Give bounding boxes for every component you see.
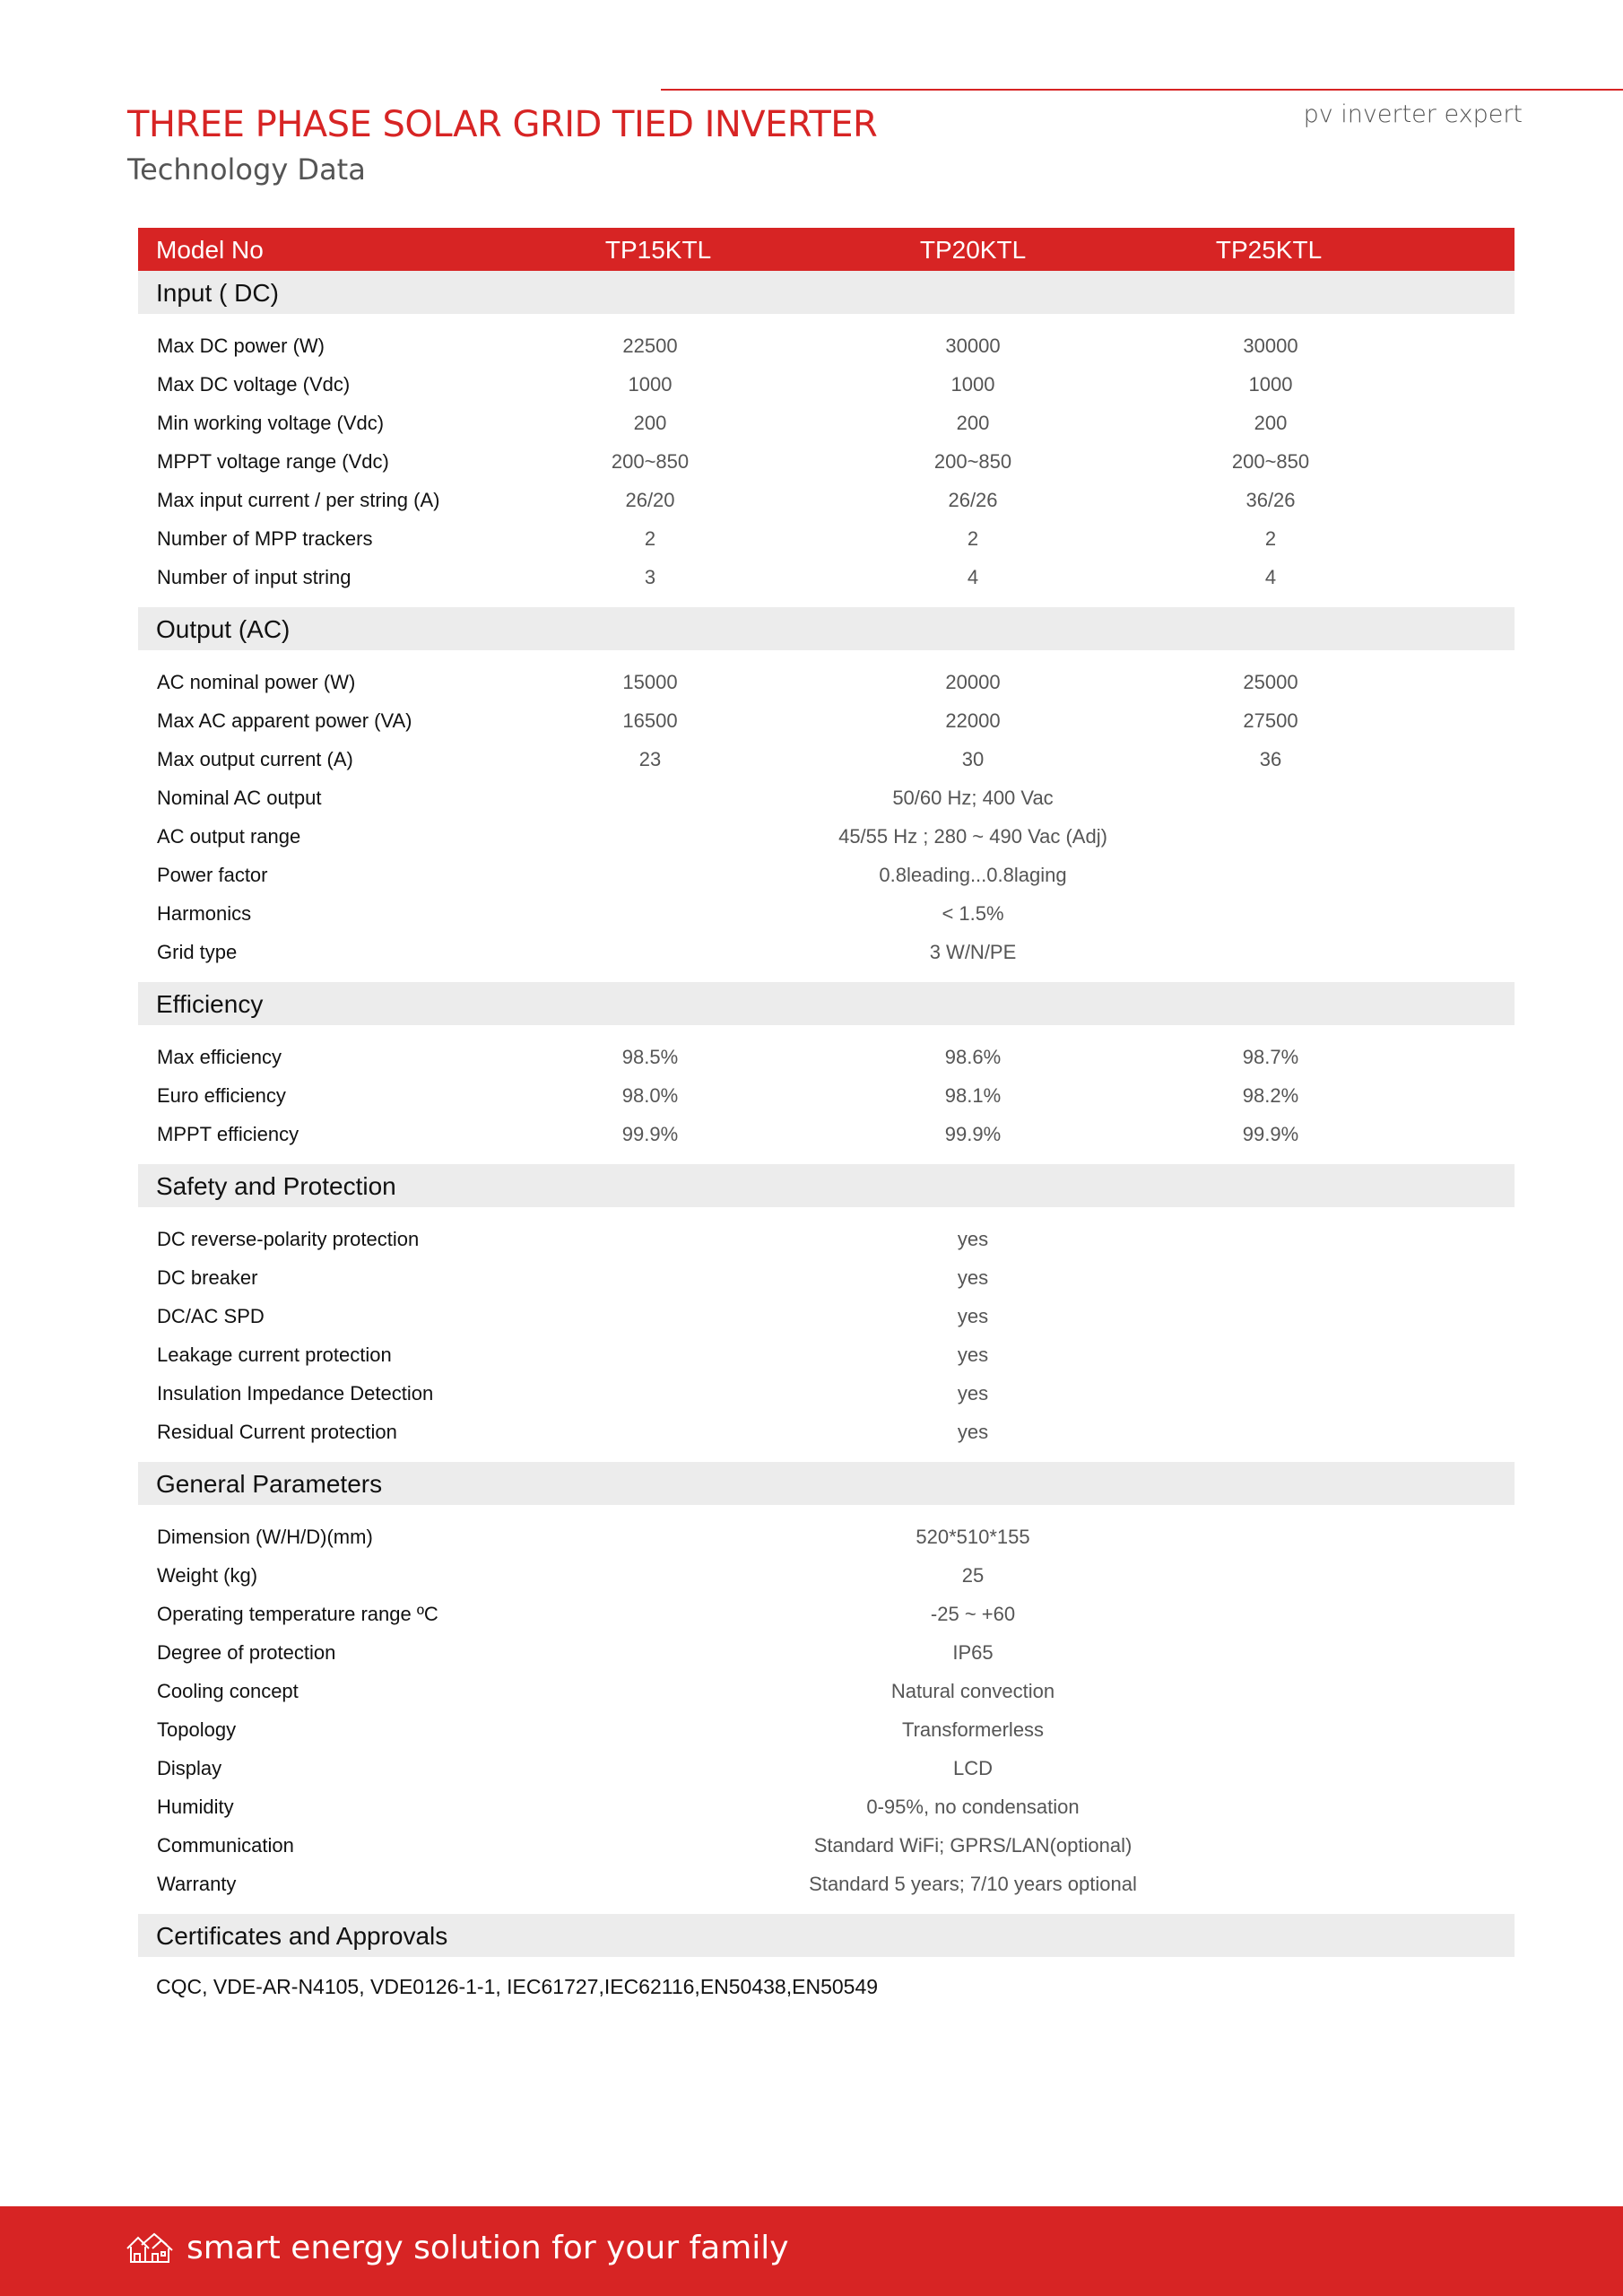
row-value: 200~850 xyxy=(933,450,1012,473)
row-value: 23 xyxy=(638,748,662,770)
row-label: Operating temperature range ºC xyxy=(157,1603,438,1625)
row-label: DC reverse-polarity protection xyxy=(157,1228,420,1250)
row-label: Number of MPP trackers xyxy=(157,527,373,550)
row-value: 200 xyxy=(1254,412,1288,434)
page-subtitle: Technology Data xyxy=(127,152,366,187)
row-value: 98.1% xyxy=(944,1084,1002,1107)
row-value: 27500 xyxy=(1243,709,1298,732)
row-value: 15000 xyxy=(622,671,678,693)
section-safety xyxy=(138,1164,1515,1207)
row-value: 98.2% xyxy=(1242,1084,1299,1107)
section-title: Certificates and Approvals xyxy=(156,1922,448,1950)
row-value: Standard WiFi; GPRS/LAN(optional) xyxy=(813,1834,1133,1857)
page-title: THREE PHASE SOLAR GRID TIED INVERTER xyxy=(127,104,878,145)
table-row xyxy=(138,1556,1515,1595)
row-value: 26/20 xyxy=(625,489,675,511)
row-value: 2 xyxy=(1264,527,1277,550)
row-value: 99.9% xyxy=(621,1123,679,1145)
table-row xyxy=(138,1413,1515,1451)
row-label: Nominal AC output xyxy=(157,787,322,809)
table-row xyxy=(138,1710,1515,1749)
row-value: 1000 xyxy=(950,373,995,396)
row-value: 26/26 xyxy=(948,489,998,511)
model-label: Model No xyxy=(156,236,264,264)
row-value: 98.0% xyxy=(621,1084,679,1107)
row-value: 0-95%, no condensation xyxy=(866,1796,1080,1818)
row-label: Harmonics xyxy=(157,902,252,925)
table-row xyxy=(138,1826,1515,1865)
row-value: 25000 xyxy=(1243,671,1298,693)
model-1: TP15KTL xyxy=(604,236,712,264)
row-value: yes xyxy=(957,1421,989,1443)
row-value: 50/60 Hz; 400 Vac xyxy=(892,787,1054,809)
row-label: Min working voltage (Vdc) xyxy=(157,412,385,434)
row-value: 99.9% xyxy=(944,1123,1002,1145)
row-value: 99.9% xyxy=(1242,1123,1299,1145)
row-value: 200~850 xyxy=(611,450,690,473)
footer-bar xyxy=(0,2206,1623,2296)
row-label: MPPT voltage range (Vdc) xyxy=(157,450,389,473)
row-label: MPPT efficiency xyxy=(157,1123,299,1145)
table-row xyxy=(138,1038,1515,1076)
row-value: Standard 5 years; 7/10 years optional xyxy=(809,1873,1137,1895)
row-value: 0.8leading...0.8laging xyxy=(879,864,1067,886)
row-value: -25 ~ +60 xyxy=(930,1603,1016,1625)
table-row xyxy=(138,442,1515,481)
row-value: LCD xyxy=(952,1757,994,1779)
footer-slogan: smart energy solution for your family xyxy=(187,2230,789,2266)
section-title: Output (AC) xyxy=(156,615,291,643)
row-label: Power factor xyxy=(157,864,268,886)
row-label: AC nominal power (W) xyxy=(157,671,356,693)
row-value: yes xyxy=(957,1266,989,1289)
section-title: General Parameters xyxy=(156,1470,383,1498)
row-label: Max DC voltage (Vdc) xyxy=(157,373,351,396)
section-rows xyxy=(138,650,1515,982)
row-label: DC breaker xyxy=(157,1266,258,1289)
row-label: AC output range xyxy=(157,825,301,848)
row-value: yes xyxy=(957,1382,989,1405)
row-value: 20000 xyxy=(945,671,1001,693)
table-row xyxy=(138,701,1515,740)
row-value: 200 xyxy=(956,412,990,434)
table-row xyxy=(138,365,1515,404)
row-value: 30 xyxy=(961,748,985,770)
row-value: 98.5% xyxy=(621,1046,679,1068)
row-value: 30000 xyxy=(1243,335,1298,357)
row-label: Max AC apparent power (VA) xyxy=(157,709,412,732)
section-rows xyxy=(138,314,1515,607)
table-row xyxy=(138,1374,1515,1413)
row-value: 4 xyxy=(967,566,979,588)
house-icon xyxy=(126,2232,174,2265)
table-row xyxy=(138,519,1515,558)
row-value: 22500 xyxy=(622,335,678,357)
section-title: Safety and Protection xyxy=(156,1172,396,1200)
row-label: Number of input string xyxy=(157,566,352,588)
row-label: Max output current (A) xyxy=(157,748,353,770)
table-row xyxy=(138,1672,1515,1710)
row-label: Euro efficiency xyxy=(157,1084,286,1107)
section-rows xyxy=(138,1025,1515,1164)
spec-table xyxy=(138,228,1515,2029)
row-value: Natural convection xyxy=(890,1680,1055,1702)
tagline: pv inverter expert xyxy=(1303,100,1523,128)
section-title: Efficiency xyxy=(156,990,264,1018)
row-value: < 1.5% xyxy=(942,902,1004,925)
table-row xyxy=(138,1297,1515,1335)
section-general xyxy=(138,1462,1515,1505)
row-value: 25 xyxy=(961,1564,985,1587)
section-output xyxy=(138,607,1515,650)
row-label: DC/AC SPD xyxy=(157,1305,265,1327)
row-value: 22000 xyxy=(945,709,1001,732)
model-header-row xyxy=(138,228,1515,271)
table-row xyxy=(138,740,1515,778)
row-value: 36 xyxy=(1259,748,1282,770)
table-row xyxy=(138,1749,1515,1787)
row-label: Topology xyxy=(157,1718,237,1741)
table-row xyxy=(138,894,1515,933)
row-label: Residual Current protection xyxy=(157,1421,397,1443)
table-row xyxy=(138,1787,1515,1826)
row-value: 36/26 xyxy=(1245,489,1296,511)
table-row xyxy=(138,1258,1515,1297)
table-row xyxy=(138,856,1515,894)
section-rows xyxy=(138,1207,1515,1462)
table-row xyxy=(138,1518,1515,1556)
row-label: Max DC power (W) xyxy=(157,335,325,357)
section-certificates xyxy=(138,1914,1515,1957)
row-value: 200~850 xyxy=(1231,450,1310,473)
row-value: 4 xyxy=(1264,566,1277,588)
row-label: Display xyxy=(157,1757,222,1779)
row-label: Degree of protection xyxy=(157,1641,336,1664)
row-value: IP65 xyxy=(952,1641,994,1664)
row-label: Weight (kg) xyxy=(157,1564,258,1587)
row-label: Max efficiency xyxy=(157,1046,282,1068)
table-row xyxy=(138,326,1515,365)
section-efficiency xyxy=(138,982,1515,1025)
row-label: Insulation Impedance Detection xyxy=(157,1382,434,1405)
section-title: Input ( DC) xyxy=(156,279,279,307)
row-value: 30000 xyxy=(945,335,1001,357)
row-value: 98.6% xyxy=(944,1046,1002,1068)
row-label: Communication xyxy=(157,1834,294,1857)
row-value: yes xyxy=(957,1344,989,1366)
row-label: Leakage current protection xyxy=(157,1344,392,1366)
row-label: Dimension (W/H/D)(mm) xyxy=(157,1526,373,1548)
table-row xyxy=(138,778,1515,817)
row-value: 3 W/N/PE xyxy=(929,941,1017,963)
row-value: 2 xyxy=(644,527,656,550)
row-value: 520*510*155 xyxy=(916,1526,1030,1548)
table-row xyxy=(138,1335,1515,1374)
row-value: yes xyxy=(957,1305,989,1327)
row-label: Humidity xyxy=(157,1796,234,1818)
table-row xyxy=(138,933,1515,971)
row-value: 16500 xyxy=(622,709,678,732)
table-row xyxy=(138,404,1515,442)
table-row xyxy=(138,1115,1515,1153)
top-rule xyxy=(661,89,1623,91)
table-row xyxy=(138,1595,1515,1633)
row-value: 45/55 Hz ; 280 ~ 490 Vac (Adj) xyxy=(838,825,1107,848)
section-input xyxy=(138,271,1515,314)
row-value: 98.7% xyxy=(1242,1046,1299,1068)
row-value: Transformerless xyxy=(901,1718,1045,1741)
row-label: Max input current / per string (A) xyxy=(157,489,440,511)
row-value: 200 xyxy=(633,412,667,434)
row-value: 1000 xyxy=(628,373,673,396)
row-value: 2 xyxy=(967,527,979,550)
table-row xyxy=(138,663,1515,701)
table-row xyxy=(138,558,1515,596)
table-row xyxy=(138,1220,1515,1258)
row-label: Grid type xyxy=(157,941,238,963)
certificates-text: CQC, VDE-AR-N4105, VDE0126-1-1, IEC61727,IEC62116,EN50438,EN50549 xyxy=(156,1975,879,1998)
row-label: Warranty xyxy=(157,1873,237,1895)
table-row xyxy=(138,817,1515,856)
model-2: TP20KTL xyxy=(919,236,1027,264)
row-value: 3 xyxy=(644,566,656,588)
row-value: 1000 xyxy=(1248,373,1293,396)
table-row xyxy=(138,1865,1515,1903)
table-row xyxy=(138,1076,1515,1115)
table-row xyxy=(138,481,1515,519)
model-3: TP25KTL xyxy=(1215,236,1323,264)
section-rows xyxy=(138,1505,1515,1914)
table-row xyxy=(138,1633,1515,1672)
row-value: yes xyxy=(957,1228,989,1250)
row-label: Cooling concept xyxy=(157,1680,299,1702)
